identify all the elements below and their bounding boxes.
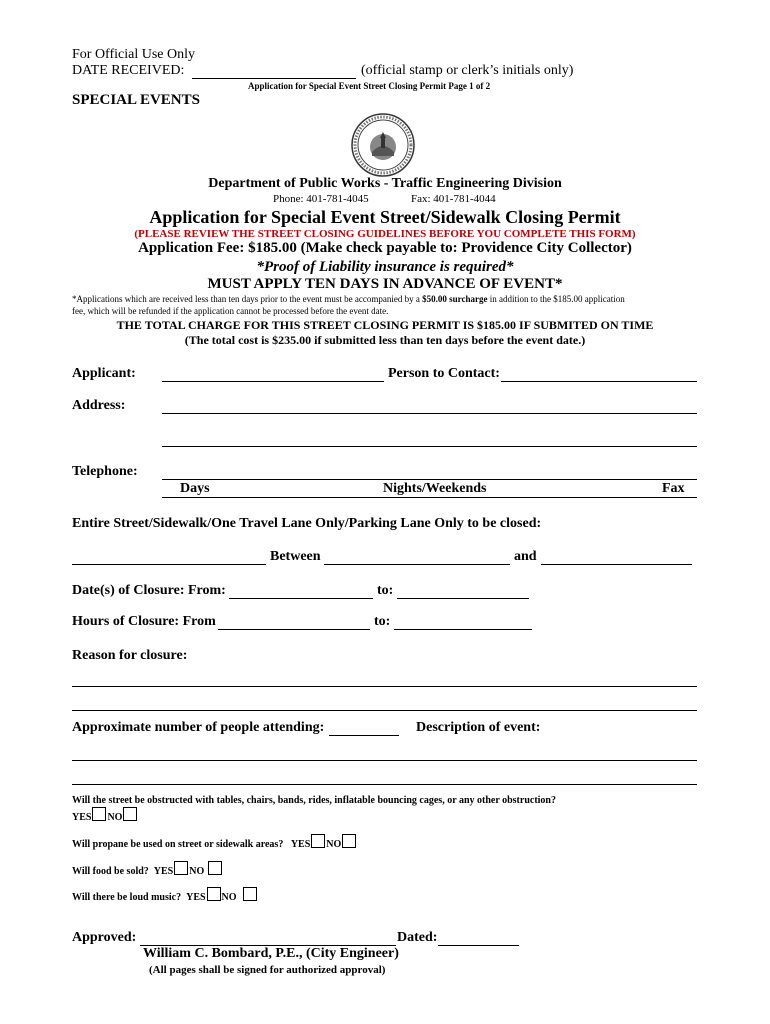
yes-label: YES — [186, 892, 206, 903]
reason-field-line2[interactable] — [72, 710, 697, 711]
engineer-name: William C. Bombard, P.E., (City Engineer) — [143, 946, 399, 961]
obstruction-no-checkbox[interactable] — [123, 807, 137, 821]
surcharge-post: in addition to the $185.00 application — [487, 294, 625, 304]
music-no-checkbox[interactable] — [243, 887, 257, 901]
food-yes-checkbox[interactable] — [174, 861, 188, 875]
description-label: Description of event: — [416, 720, 541, 735]
no-label: NO — [221, 892, 237, 903]
address-label: Address: — [72, 398, 126, 413]
page-note: Application for Special Event Street Closing Permit Page 1 of 2 — [248, 81, 491, 91]
description-field-line1[interactable] — [72, 760, 697, 761]
obstruction-answer — [72, 807, 138, 823]
between-label: Between — [270, 549, 321, 564]
dated-label: Dated: — [397, 930, 438, 945]
propane-row — [72, 834, 357, 850]
music-yes-checkbox[interactable] — [207, 887, 221, 901]
form-title: Application for Special Event Street/Sidewalk Closing Permit — [149, 207, 621, 227]
food-question: Will food be sold? — [72, 866, 149, 877]
dates-to-field[interactable] — [397, 598, 529, 599]
days-label: Days — [180, 481, 210, 496]
propane-question: Will propane be used on street or sidewalk areas? — [72, 839, 284, 850]
contact-field[interactable] — [501, 381, 697, 382]
telephone-field[interactable] — [162, 479, 697, 480]
obstruction-question: Will the street be obstructed with tables, chairs, bands, rides, inflatable bouncing cages, or any other obstruction? — [72, 795, 556, 806]
street-field[interactable] — [72, 564, 266, 565]
hours-to-field[interactable] — [394, 629, 532, 630]
people-field[interactable] — [329, 735, 399, 736]
fax-number: Fax: 401-781-4044 — [411, 193, 496, 205]
no-label: NO — [107, 812, 123, 823]
telephone-label: Telephone: — [72, 464, 138, 479]
address-field-line1[interactable] — [162, 413, 697, 414]
propane-no-checkbox[interactable] — [342, 834, 356, 848]
total-charge: THE TOTAL CHARGE FOR THIS STREET CLOSING PERMIT IS $185.00 IF SUBMITED ON TIME — [116, 318, 654, 332]
department-title: Department of Public Works - Traffic Engineering Division — [208, 176, 562, 191]
and-label: and — [514, 549, 537, 564]
advance-note: MUST APPLY TEN DAYS IN ADVANCE OF EVENT* — [207, 276, 563, 292]
food-row — [72, 861, 223, 877]
street-closed-label: Entire Street/Sidewalk/One Travel Lane Only/Parking Lane Only to be closed: — [72, 516, 542, 531]
applicant-field[interactable] — [162, 381, 384, 382]
nights-weekends-label: Nights/Weekends — [383, 481, 487, 496]
section-title: SPECIAL EVENTS — [72, 92, 200, 108]
applicant-label: Applicant: — [72, 366, 136, 381]
reason-label: Reason for closure: — [72, 648, 188, 663]
total-late-charge: (The total cost is $235.00 if submitted less than ten days before the event date.) — [184, 333, 586, 347]
music-row — [72, 887, 258, 903]
phone-number: Phone: 401-781-4045 — [273, 193, 369, 205]
and-field[interactable] — [541, 564, 692, 565]
reason-field-line1[interactable] — [72, 686, 697, 687]
contact-label: Person to Contact: — [388, 366, 500, 381]
approval-note: (All pages shall be signed for authorized approval) — [149, 964, 386, 976]
dated-field[interactable] — [438, 945, 519, 946]
no-label: NO — [189, 866, 205, 877]
surcharge-note — [72, 294, 625, 304]
hours-from-field[interactable] — [218, 629, 370, 630]
approved-label: Approved: — [72, 930, 137, 945]
yes-label: YES — [153, 866, 174, 877]
telephone-divider — [162, 497, 697, 498]
dates-from-field[interactable] — [229, 598, 373, 599]
music-question: Will there be loud music? — [72, 892, 182, 903]
date-received-label: DATE RECEIVED: — [72, 63, 185, 78]
dates-from-label: Date(s) of Closure: From: — [72, 583, 226, 598]
fax-label: Fax — [662, 481, 685, 496]
propane-yes-checkbox[interactable] — [311, 834, 325, 848]
surcharge-amount: $50.00 surcharge — [422, 294, 488, 304]
insurance-note: *Proof of Liability insurance is required* — [256, 259, 514, 275]
yes-label: YES — [72, 812, 92, 823]
hours-from-label: Hours of Closure: From — [72, 614, 216, 629]
date-received-line[interactable] — [192, 78, 356, 79]
application-fee: Application Fee: $185.00 (Make check payable to: Providence City Collector) — [138, 240, 632, 256]
yes-label: YES — [290, 839, 311, 850]
date-received-note: (official stamp or clerk’s initials only) — [361, 63, 574, 78]
surcharge-note-line2: fee, which will be refunded if the application cannot be processed before the event date. — [72, 306, 389, 316]
hours-to-label: to: — [374, 614, 391, 629]
dates-to-label: to: — [377, 583, 394, 598]
review-note: (PLEASE REVIEW THE STREET CLOSING GUIDELINES BEFORE YOU COMPLETE THIS FORM) — [134, 228, 636, 240]
food-no-checkbox[interactable] — [208, 861, 222, 875]
city-seal-icon — [350, 112, 416, 178]
between-field[interactable] — [324, 564, 510, 565]
people-label: Approximate number of people attending: — [72, 720, 325, 735]
surcharge-pre: *Applications which are received less than ten days prior to the event must be accompanied by a — [72, 294, 423, 304]
description-field-line2[interactable] — [72, 784, 697, 785]
no-label: NO — [326, 839, 342, 850]
official-use-label: For Official Use Only — [72, 47, 195, 62]
obstruction-yes-checkbox[interactable] — [92, 807, 106, 821]
address-field-line2[interactable] — [162, 446, 697, 447]
